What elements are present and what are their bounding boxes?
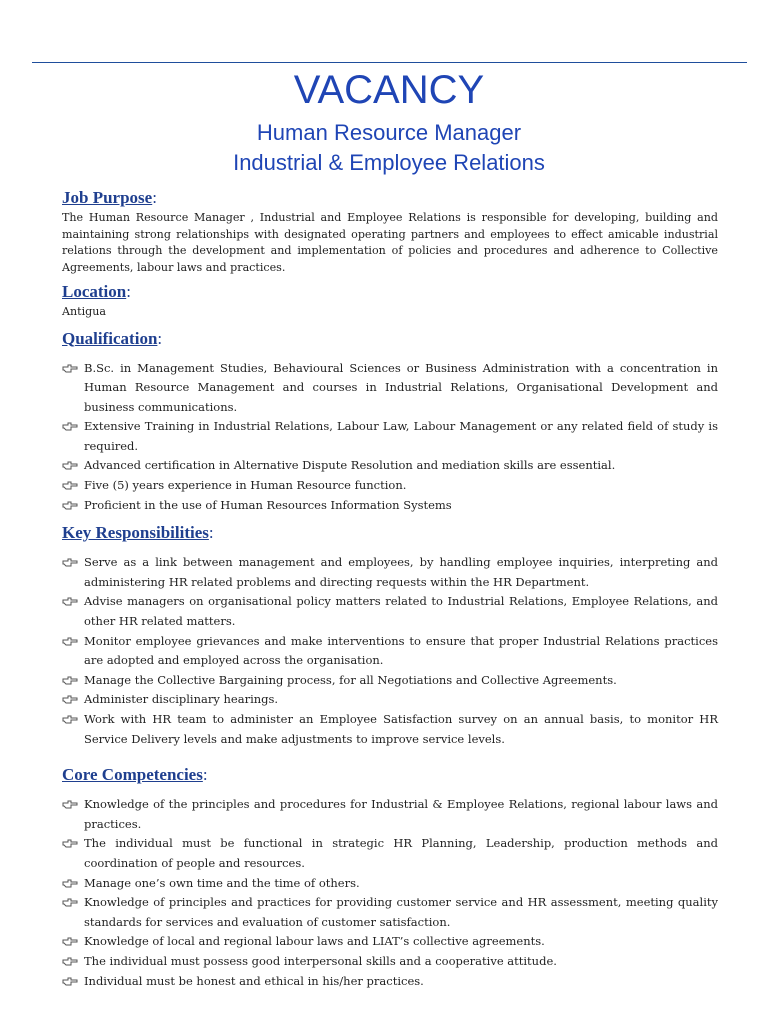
list-item: Administer disciplinary hearings. <box>62 690 718 710</box>
pointing-hand-icon <box>62 596 78 608</box>
location-heading: Location: <box>62 282 131 301</box>
pointing-hand-icon <box>62 421 78 433</box>
pointing-hand-icon <box>62 636 78 648</box>
location-text: Antigua <box>62 305 107 318</box>
list-item: B.Sc. in Management Studies, Behavioural Sciences or Business Administration with a concentration in Human Resource Management and courses in Industrial Relations, Organisational Development and business communications. <box>62 359 718 418</box>
pointing-hand-icon <box>62 838 78 850</box>
qualification-list <box>62 359 718 516</box>
pointing-hand-icon <box>62 956 78 968</box>
competencies-heading: Core Competencies: <box>62 765 208 785</box>
list-item: Work with HR team to administer an Employee Satisfaction survey on an annual basis, to monitor HR Service Delivery levels and make adjustments to improve service levels. <box>62 710 718 749</box>
list-item: Advise managers on organisational policy matters related to Industrial Relations, Employee Relations, and other HR related matters. <box>62 592 718 631</box>
list-item: Individual must be honest and ethical in his/her practices. <box>62 972 718 992</box>
pointing-hand-icon <box>62 936 78 948</box>
list-item: The individual must be functional in strategic HR Planning, Leadership, production methods and coordination of people and resources. <box>62 834 718 873</box>
list-item: Knowledge of the principles and procedures for Industrial & Employee Relations, regional labour laws and practices. <box>62 795 718 834</box>
document-body <box>62 186 718 991</box>
pointing-hand-icon <box>62 500 78 512</box>
list-item: Advanced certification in Alternative Dispute Resolution and mediation skills are essential. <box>62 456 718 476</box>
pointing-hand-icon <box>62 363 78 375</box>
list-item: Knowledge of principles and practices for providing customer service and HR assessment, meeting quality standards for services and evaluation of customer satisfaction. <box>62 893 718 932</box>
list-item: Manage the Collective Bargaining process, for all Negotiations and Collective Agreements. <box>62 671 718 691</box>
qualification-heading: Qualification: <box>62 328 163 348</box>
pointing-hand-icon <box>62 799 78 811</box>
pointing-hand-icon <box>62 480 78 492</box>
pointing-hand-icon <box>62 694 78 706</box>
pointing-hand-icon <box>62 675 78 687</box>
list-item: Extensive Training in Industrial Relations, Labour Law, Labour Management or any related field of study is required. <box>62 417 718 456</box>
pointing-hand-icon <box>62 714 78 726</box>
list-item: Monitor employee grievances and make interventions to ensure that proper Industrial Relations practices are adopted and employed across the organisation. <box>62 632 718 671</box>
pointing-hand-icon <box>62 976 78 988</box>
responsibilities-list <box>62 553 718 749</box>
pointing-hand-icon <box>62 897 78 909</box>
top-divider <box>32 62 747 63</box>
job-title: Human Resource Manager <box>256 120 522 145</box>
list-item: The individual must possess good interpersonal skills and a cooperative attitude. <box>62 952 718 972</box>
list-item: Manage one’s own time and the time of others. <box>62 874 718 894</box>
competencies-list <box>62 795 718 991</box>
job-purpose-text: The Human Resource Manager , Industrial and Employee Relations is responsible for developing, building and maintaining strong relationships with designated operating partners and employees to effect amicable industrial relations through the development and implementation of policies and procedures and adherence to Collective Agreements, labour laws and practices. <box>62 211 718 274</box>
pointing-hand-icon <box>62 460 78 472</box>
pointing-hand-icon <box>62 878 78 890</box>
list-item: Serve as a link between management and employees, by handling employee inquiries, interpreting and administering HR related problems and directing requests within the HR Department. <box>62 553 718 592</box>
page-title: VACANCY <box>293 68 485 112</box>
job-purpose-heading: Job Purpose: <box>62 188 157 207</box>
pointing-hand-icon <box>62 557 78 569</box>
list-item: Proficient in the use of Human Resources Information Systems <box>62 496 718 516</box>
list-item: Knowledge of local and regional labour laws and LIAT’s collective agreements. <box>62 932 718 952</box>
responsibilities-heading: Key Responsibilities: <box>62 523 214 543</box>
list-item: Five (5) years experience in Human Resource function. <box>62 476 718 496</box>
job-department: Industrial & Employee Relations <box>233 150 545 175</box>
